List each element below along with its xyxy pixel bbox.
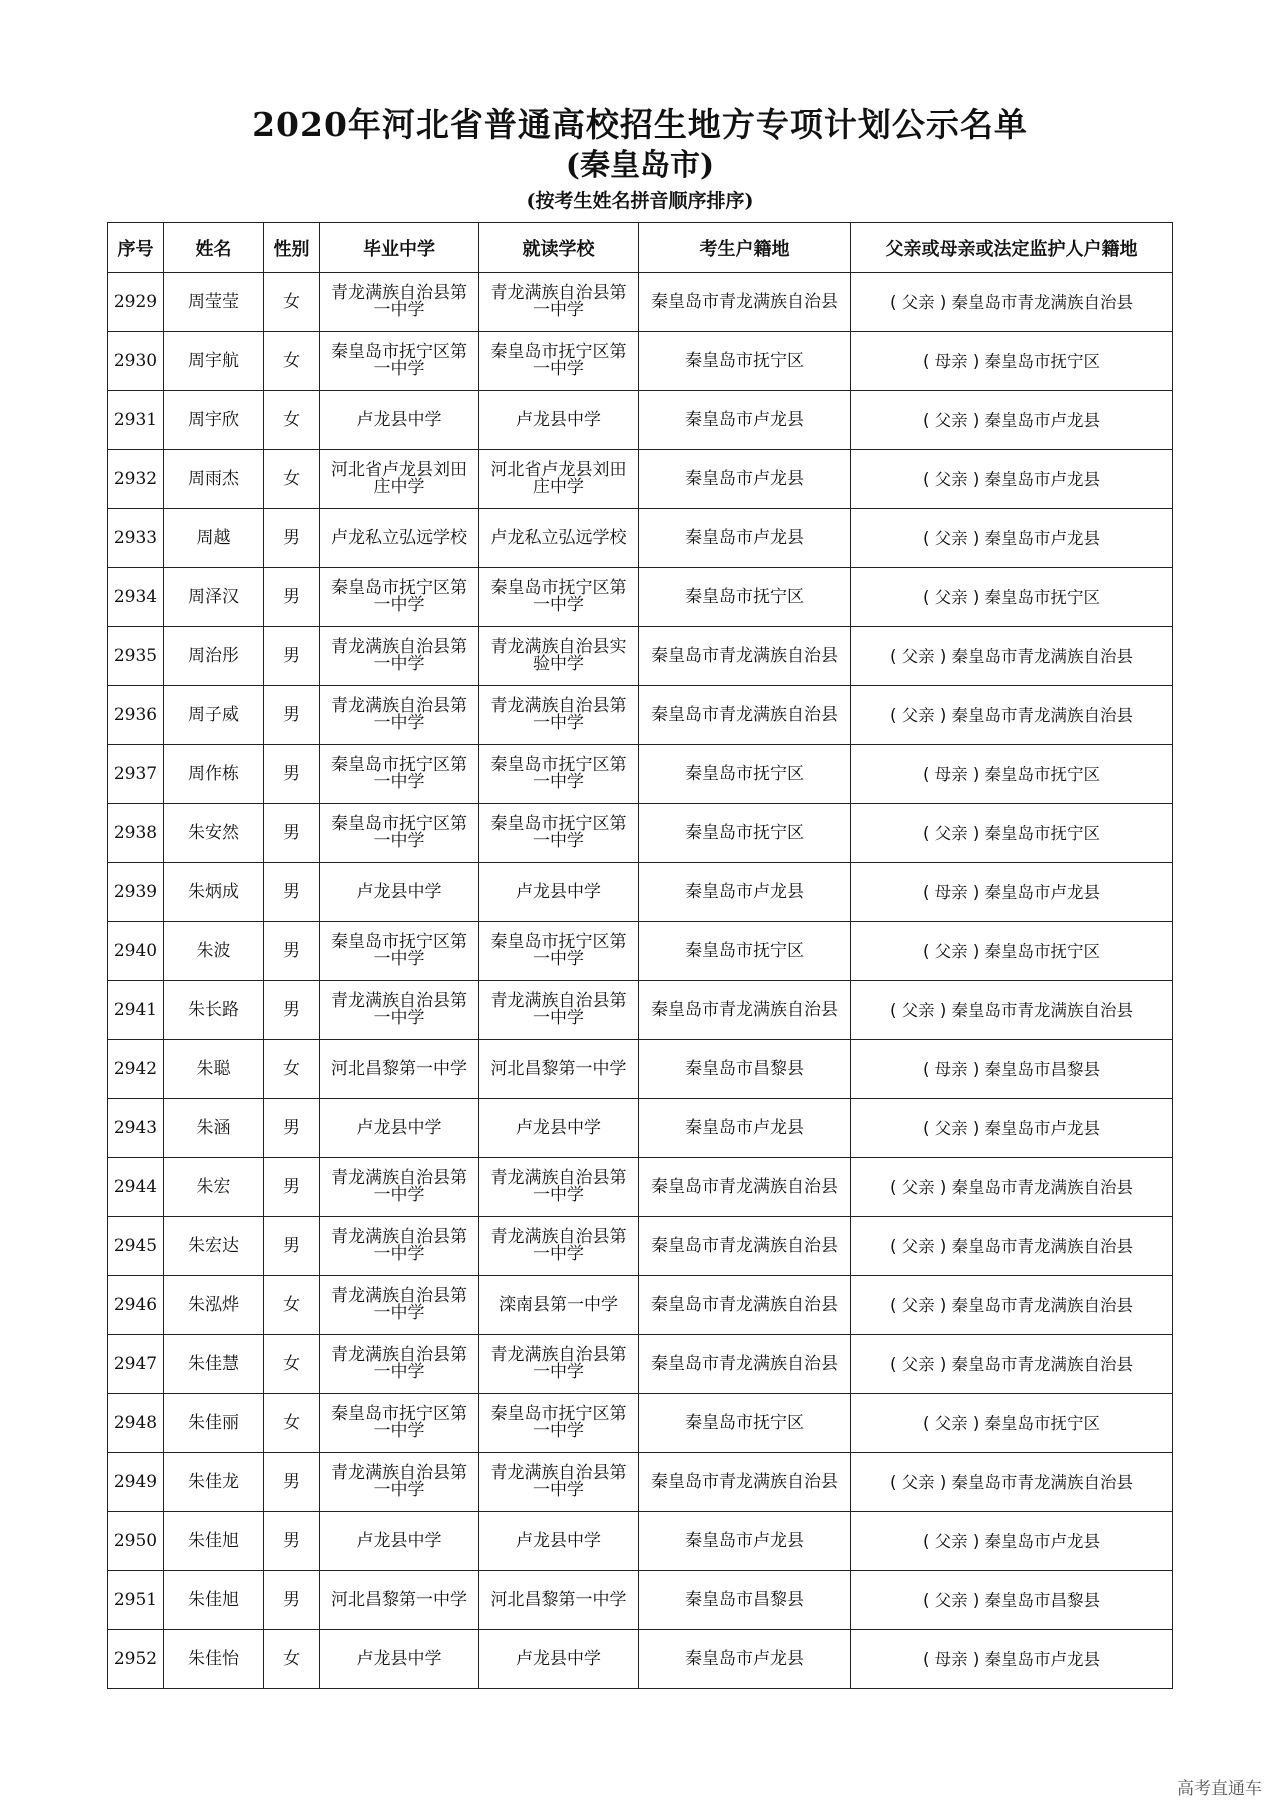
cell-name: 周雨杰 [164,450,264,509]
document-header [0,104,1280,216]
cell-grad-school: 卢龙县中学 [320,391,479,450]
cell-grad-school: 卢龙县中学 [320,1630,479,1689]
cell-current-school: 河北省卢龙县刘田庄中学 [479,450,639,509]
cell-gender: 男 [264,568,320,627]
cell-gender: 女 [264,1276,320,1335]
cell-name: 朱泓烨 [164,1276,264,1335]
table-row [108,627,1173,686]
cell-name: 周泽汉 [164,568,264,627]
cell-guardian-hukou: ( 父亲 ) 秦皇岛市卢龙县 [851,1099,1173,1158]
cell-hukou: 秦皇岛市卢龙县 [639,509,851,568]
cell-guardian-hukou: ( 父亲 ) 秦皇岛市青龙满族自治县 [851,981,1173,1040]
cell-guardian-hukou: ( 父亲 ) 秦皇岛市抚宁区 [851,568,1173,627]
cell-hukou: 秦皇岛市青龙满族自治县 [639,273,851,332]
cell-guardian-hukou: ( 母亲 ) 秦皇岛市卢龙县 [851,863,1173,922]
cell-guardian-hukou: ( 母亲 ) 秦皇岛市昌黎县 [851,1040,1173,1099]
cell-hukou: 秦皇岛市青龙满族自治县 [639,1335,851,1394]
cell-name: 朱佳龙 [164,1453,264,1512]
cell-current-school: 青龙满族自治县第一中学 [479,1335,639,1394]
table-row [108,1453,1173,1512]
cell-current-school: 卢龙县中学 [479,1512,639,1571]
sort-note: (按考生姓名拼音顺序排序) [526,190,754,212]
cell-grad-school: 青龙满族自治县第一中学 [320,627,479,686]
cell-current-school: 卢龙县中学 [479,1630,639,1689]
cell-grad-school: 青龙满族自治县第一中学 [320,1158,479,1217]
cell-current-school: 青龙满族自治县第一中学 [479,1453,639,1512]
cell-hukou: 秦皇岛市抚宁区 [639,804,851,863]
cell-hukou: 秦皇岛市青龙满族自治县 [639,1453,851,1512]
cell-guardian-hukou: ( 父亲 ) 秦皇岛市卢龙县 [851,391,1173,450]
cell-gender: 男 [264,922,320,981]
cell-gender: 女 [264,273,320,332]
cell-id: 2944 [108,1158,164,1217]
cell-grad-school: 秦皇岛市抚宁区第一中学 [320,568,479,627]
cell-current-school: 秦皇岛市抚宁区第一中学 [479,332,639,391]
cell-guardian-hukou: ( 父亲 ) 秦皇岛市青龙满族自治县 [851,1335,1173,1394]
watermark: 高考直通车 [1177,1779,1262,1799]
cell-grad-school: 卢龙县中学 [320,1099,479,1158]
cell-grad-school: 青龙满族自治县第一中学 [320,1453,479,1512]
cell-hukou: 秦皇岛市青龙满族自治县 [639,1158,851,1217]
cell-id: 2948 [108,1394,164,1453]
cell-gender: 女 [264,1630,320,1689]
cell-grad-school: 卢龙县中学 [320,1512,479,1571]
cell-grad-school: 青龙满族自治县第一中学 [320,1335,479,1394]
cell-id: 2951 [108,1571,164,1630]
cell-id: 2929 [108,273,164,332]
cell-id: 2942 [108,1040,164,1099]
cell-name: 朱炳成 [164,863,264,922]
cell-guardian-hukou: ( 父亲 ) 秦皇岛市卢龙县 [851,509,1173,568]
cell-grad-school: 秦皇岛市抚宁区第一中学 [320,922,479,981]
cell-id: 2950 [108,1512,164,1571]
table-row [108,1276,1173,1335]
cell-gender: 男 [264,509,320,568]
cell-name: 朱聪 [164,1040,264,1099]
cell-grad-school: 卢龙县中学 [320,863,479,922]
cell-guardian-hukou: ( 父亲 ) 秦皇岛市青龙满族自治县 [851,627,1173,686]
cell-hukou: 秦皇岛市青龙满族自治县 [639,627,851,686]
cell-id: 2931 [108,391,164,450]
cell-grad-school: 秦皇岛市抚宁区第一中学 [320,1394,479,1453]
cell-id: 2934 [108,568,164,627]
cell-name: 朱长路 [164,981,264,1040]
table-row [108,1217,1173,1276]
cell-guardian-hukou: ( 父亲 ) 秦皇岛市青龙满族自治县 [851,1158,1173,1217]
cell-grad-school: 秦皇岛市抚宁区第一中学 [320,332,479,391]
cell-id: 2933 [108,509,164,568]
cell-gender: 男 [264,981,320,1040]
header-current-school: 就读学校 [479,223,639,273]
cell-gender: 男 [264,1512,320,1571]
cell-current-school: 秦皇岛市抚宁区第一中学 [479,1394,639,1453]
cell-current-school: 青龙满族自治县第一中学 [479,981,639,1040]
cell-guardian-hukou: ( 母亲 ) 秦皇岛市抚宁区 [851,745,1173,804]
table-row [108,1630,1173,1689]
cell-current-school: 青龙满族自治县第一中学 [479,273,639,332]
table-row [108,863,1173,922]
cell-id: 2937 [108,745,164,804]
cell-grad-school: 青龙满族自治县第一中学 [320,273,479,332]
cell-current-school: 河北昌黎第一中学 [479,1040,639,1099]
cell-grad-school: 河北省卢龙县刘田庄中学 [320,450,479,509]
table-row [108,686,1173,745]
cell-name: 周治彤 [164,627,264,686]
cell-current-school: 秦皇岛市抚宁区第一中学 [479,568,639,627]
table-row [108,1394,1173,1453]
cell-hukou: 秦皇岛市卢龙县 [639,863,851,922]
cell-name: 朱宏达 [164,1217,264,1276]
cell-name: 朱涵 [164,1099,264,1158]
cell-guardian-hukou: ( 父亲 ) 秦皇岛市青龙满族自治县 [851,686,1173,745]
cell-name: 朱宏 [164,1158,264,1217]
cell-guardian-hukou: ( 母亲 ) 秦皇岛市抚宁区 [851,332,1173,391]
cell-gender: 男 [264,863,320,922]
cell-gender: 男 [264,804,320,863]
cell-id: 2947 [108,1335,164,1394]
header-id: 序号 [108,223,164,273]
table-row [108,1040,1173,1099]
table-row [108,1335,1173,1394]
cell-hukou: 秦皇岛市卢龙县 [639,1630,851,1689]
cell-gender: 男 [264,1217,320,1276]
cell-grad-school: 青龙满族自治县第一中学 [320,686,479,745]
cell-name: 朱波 [164,922,264,981]
table-row [108,332,1173,391]
cell-current-school: 河北昌黎第一中学 [479,1571,639,1630]
cell-current-school: 卢龙县中学 [479,391,639,450]
cell-current-school: 青龙满族自治县第一中学 [479,1217,639,1276]
cell-gender: 男 [264,1453,320,1512]
cell-gender: 男 [264,1099,320,1158]
cell-guardian-hukou: ( 父亲 ) 秦皇岛市卢龙县 [851,450,1173,509]
cell-id: 2940 [108,922,164,981]
cell-name: 朱佳慧 [164,1335,264,1394]
table-row [108,981,1173,1040]
cell-id: 2936 [108,686,164,745]
cell-id: 2943 [108,1099,164,1158]
cell-hukou: 秦皇岛市抚宁区 [639,1394,851,1453]
cell-guardian-hukou: ( 父亲 ) 秦皇岛市抚宁区 [851,804,1173,863]
table-row [108,804,1173,863]
table-row [108,1099,1173,1158]
cell-grad-school: 青龙满族自治县第一中学 [320,1276,479,1335]
table-row [108,509,1173,568]
table-row [108,1512,1173,1571]
cell-id: 2939 [108,863,164,922]
cell-guardian-hukou: ( 父亲 ) 秦皇岛市抚宁区 [851,922,1173,981]
table-row [108,273,1173,332]
cell-id: 2952 [108,1630,164,1689]
cell-hukou: 秦皇岛市卢龙县 [639,1512,851,1571]
cell-gender: 女 [264,1335,320,1394]
cell-id: 2935 [108,627,164,686]
roster-table [107,222,1173,1689]
roster-body [108,273,1173,1689]
table-row [108,1158,1173,1217]
cell-current-school: 秦皇岛市抚宁区第一中学 [479,804,639,863]
cell-guardian-hukou: ( 父亲 ) 秦皇岛市昌黎县 [851,1571,1173,1630]
cell-hukou: 秦皇岛市青龙满族自治县 [639,686,851,745]
cell-name: 朱佳旭 [164,1512,264,1571]
header-guardian-hukou: 父亲或母亲或法定监护人户籍地 [851,223,1173,273]
header-hukou: 考生户籍地 [639,223,851,273]
cell-id: 2941 [108,981,164,1040]
table-row [108,450,1173,509]
cell-hukou: 秦皇岛市青龙满族自治县 [639,1217,851,1276]
cell-id: 2945 [108,1217,164,1276]
cell-grad-school: 河北昌黎第一中学 [320,1571,479,1630]
cell-hukou: 秦皇岛市卢龙县 [639,391,851,450]
cell-hukou: 秦皇岛市抚宁区 [639,332,851,391]
cell-name: 周宇航 [164,332,264,391]
cell-current-school: 青龙满族自治县实验中学 [479,627,639,686]
cell-hukou: 秦皇岛市青龙满族自治县 [639,981,851,1040]
cell-hukou: 秦皇岛市昌黎县 [639,1040,851,1099]
cell-guardian-hukou: ( 父亲 ) 秦皇岛市青龙满族自治县 [851,1217,1173,1276]
table-row [108,391,1173,450]
cell-gender: 女 [264,450,320,509]
cell-name: 周作栋 [164,745,264,804]
cell-current-school: 滦南县第一中学 [479,1276,639,1335]
cell-name: 周子威 [164,686,264,745]
cell-guardian-hukou: ( 父亲 ) 秦皇岛市青龙满族自治县 [851,1276,1173,1335]
cell-gender: 男 [264,627,320,686]
cell-name: 周宇欣 [164,391,264,450]
cell-guardian-hukou: ( 父亲 ) 秦皇岛市青龙满族自治县 [851,1453,1173,1512]
document-title: 2020年河北省普通高校招生地方专项计划公示名单 [252,105,1028,144]
cell-current-school: 卢龙县中学 [479,863,639,922]
cell-name: 朱佳怡 [164,1630,264,1689]
cell-guardian-hukou: ( 父亲 ) 秦皇岛市抚宁区 [851,1394,1173,1453]
cell-hukou: 秦皇岛市昌黎县 [639,1571,851,1630]
cell-hukou: 秦皇岛市青龙满族自治县 [639,1276,851,1335]
cell-hukou: 秦皇岛市抚宁区 [639,922,851,981]
cell-hukou: 秦皇岛市卢龙县 [639,1099,851,1158]
cell-name: 朱安然 [164,804,264,863]
cell-gender: 男 [264,686,320,745]
cell-hukou: 秦皇岛市抚宁区 [639,568,851,627]
cell-id: 2949 [108,1453,164,1512]
cell-grad-school: 河北昌黎第一中学 [320,1040,479,1099]
cell-name: 朱佳丽 [164,1394,264,1453]
table-row [108,1571,1173,1630]
cell-grad-school: 秦皇岛市抚宁区第一中学 [320,804,479,863]
cell-gender: 男 [264,745,320,804]
cell-gender: 女 [264,332,320,391]
cell-guardian-hukou: ( 父亲 ) 秦皇岛市青龙满族自治县 [851,273,1173,332]
cell-grad-school: 青龙满族自治县第一中学 [320,981,479,1040]
cell-id: 2930 [108,332,164,391]
cell-gender: 女 [264,391,320,450]
header-row [108,223,1173,273]
cell-id: 2946 [108,1276,164,1335]
cell-id: 2938 [108,804,164,863]
table-row [108,745,1173,804]
header-gender: 性别 [264,223,320,273]
table-row [108,922,1173,981]
cell-gender: 男 [264,1158,320,1217]
cell-guardian-hukou: ( 母亲 ) 秦皇岛市卢龙县 [851,1630,1173,1689]
cell-gender: 女 [264,1394,320,1453]
cell-hukou: 秦皇岛市抚宁区 [639,745,851,804]
header-grad-school: 毕业中学 [320,223,479,273]
cell-grad-school: 秦皇岛市抚宁区第一中学 [320,745,479,804]
header-name: 姓名 [164,223,264,273]
cell-current-school: 青龙满族自治县第一中学 [479,1158,639,1217]
cell-guardian-hukou: ( 父亲 ) 秦皇岛市卢龙县 [851,1512,1173,1571]
document-subtitle: (秦皇岛市) [565,148,715,183]
cell-name: 周越 [164,509,264,568]
cell-gender: 男 [264,1571,320,1630]
cell-grad-school: 青龙满族自治县第一中学 [320,1217,479,1276]
cell-current-school: 卢龙私立弘远学校 [479,509,639,568]
cell-name: 朱佳旭 [164,1571,264,1630]
cell-current-school: 秦皇岛市抚宁区第一中学 [479,745,639,804]
table-row [108,568,1173,627]
cell-current-school: 青龙满族自治县第一中学 [479,686,639,745]
cell-hukou: 秦皇岛市卢龙县 [639,450,851,509]
cell-name: 周莹莹 [164,273,264,332]
cell-gender: 女 [264,1040,320,1099]
cell-id: 2932 [108,450,164,509]
cell-grad-school: 卢龙私立弘远学校 [320,509,479,568]
cell-current-school: 卢龙县中学 [479,1099,639,1158]
cell-current-school: 秦皇岛市抚宁区第一中学 [479,922,639,981]
